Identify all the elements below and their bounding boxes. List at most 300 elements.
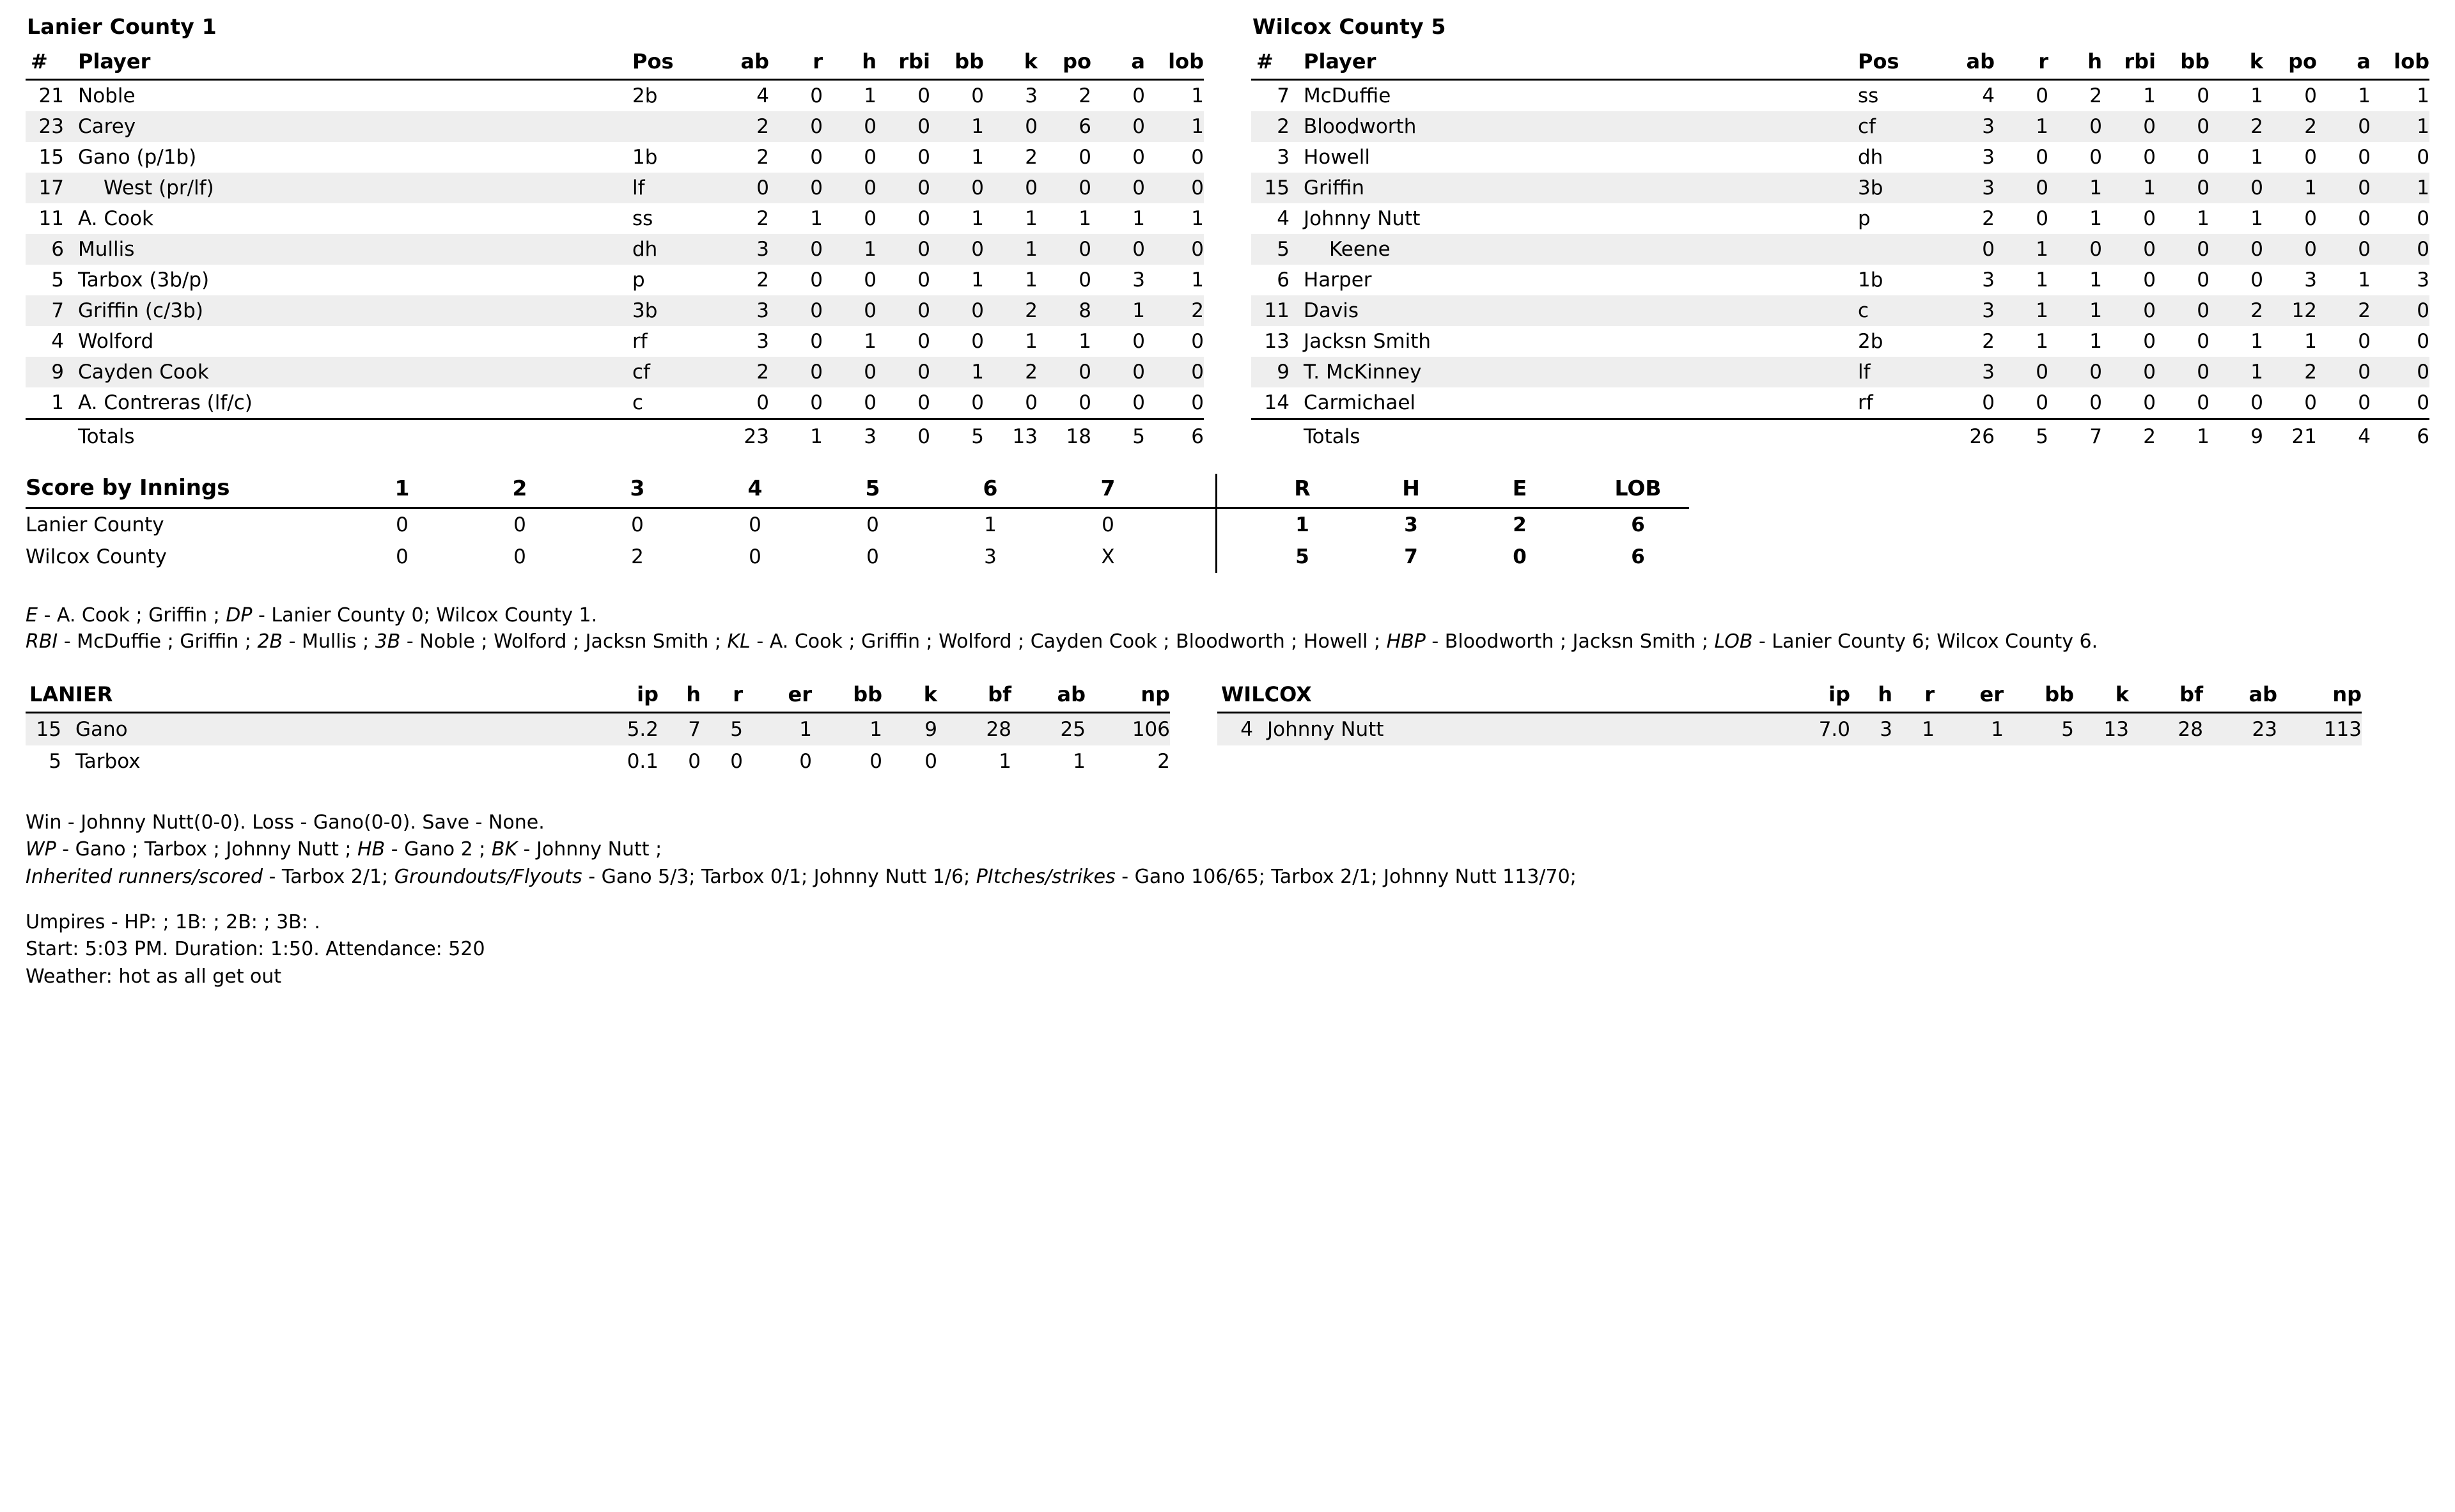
- table-row: [1251, 357, 2429, 387]
- linescore-row-away: [26, 508, 1689, 542]
- stat-po: 0: [1079, 269, 1091, 292]
- col-lob: lob: [2371, 48, 2429, 80]
- stat-po: 0: [2304, 207, 2317, 230]
- col-number: #: [26, 48, 66, 80]
- home-team-box: [1251, 14, 2429, 452]
- stat-ip: 0.1: [627, 749, 659, 773]
- stat-bb: 0: [971, 84, 984, 107]
- home-pitching-table: [1217, 681, 2362, 745]
- total-header-r: R: [1261, 474, 1344, 508]
- player-pos: [614, 111, 715, 142]
- stat-k: 3: [1025, 84, 1038, 107]
- col-np: np: [2277, 681, 2362, 713]
- table-row: [1251, 326, 2429, 357]
- stat-h: 0: [864, 207, 877, 230]
- table-row: [26, 295, 1204, 326]
- away-pitching-table: [26, 681, 1170, 777]
- total-r: 5: [1295, 545, 1309, 568]
- stat-ab: 2: [1982, 330, 1995, 353]
- pitcher-number: 15: [26, 712, 64, 745]
- stat-ab: 2: [715, 357, 769, 387]
- stat-bb: 0: [2156, 357, 2210, 387]
- stat-rbi: 0: [2143, 146, 2156, 169]
- notes-line-1: [26, 602, 2429, 628]
- col-po: po: [1038, 48, 1091, 80]
- player-name: Bloodworth: [1292, 111, 1840, 142]
- totals-label: Totals: [66, 419, 614, 453]
- stat-r: 1: [2036, 269, 2048, 292]
- stat-ab: 2: [1982, 207, 1995, 230]
- stat-lob: 0: [2417, 146, 2429, 169]
- stat-rbi: 0: [917, 146, 930, 169]
- note-abbr-kl: KL: [727, 630, 751, 653]
- stat-a: 0: [1091, 173, 1145, 203]
- inning-header-5: 5: [841, 474, 904, 508]
- player-number: 2: [1251, 111, 1292, 142]
- linescore-section: [26, 474, 2429, 573]
- stat-k: 1: [1025, 207, 1038, 230]
- total-lob: 6: [2371, 419, 2429, 453]
- player-name: West (pr/lf): [66, 173, 614, 203]
- stat-ab: 0: [1982, 391, 1995, 414]
- stat-rbi: 1: [2143, 84, 2156, 107]
- player-number: 23: [26, 111, 66, 142]
- player-pos: 1b: [632, 146, 658, 169]
- stat-ab: 0: [715, 173, 769, 203]
- stat-ab: 1: [1073, 749, 1086, 773]
- stat-a: 1: [1091, 295, 1145, 326]
- player-pos: c: [1840, 295, 1941, 326]
- stat-bb: 1: [930, 357, 984, 387]
- col-lob: lob: [1145, 48, 1204, 80]
- stat-po: 2: [2263, 357, 2317, 387]
- note-text: - Lanier County 0; Wilcox County 1.: [252, 604, 598, 627]
- stat-lob: 1: [1145, 111, 1204, 142]
- stat-a: 0: [1132, 84, 1145, 107]
- stat-rbi: 0: [877, 173, 930, 203]
- col-a: a: [2317, 48, 2371, 80]
- stat-r: 0: [769, 234, 823, 265]
- linescore-header-row: [26, 474, 1689, 508]
- stat-ip: 7.0: [1773, 712, 1850, 745]
- note-text: - Noble ; Wolford ; Jacksn Smith ;: [400, 630, 728, 653]
- start-line: Start: 5:03 PM. Duration: 1:50. Attendance: 520: [26, 938, 485, 961]
- col-bb: bb: [930, 48, 984, 80]
- player-name: Wolford: [78, 330, 154, 353]
- player-number: 7: [26, 295, 66, 326]
- stat-lob: 0: [1191, 146, 1204, 169]
- col-bf: bf: [2129, 681, 2203, 713]
- pitcher-number: 4: [1217, 712, 1256, 745]
- player-pos: rf: [1858, 391, 1873, 414]
- note-text: - Gano 5/3; Tarbox 0/1; Johnny Nutt 1/6;: [582, 865, 976, 888]
- col-bf: bf: [937, 681, 1011, 713]
- stat-ab: 4: [1982, 84, 1995, 107]
- stat-po: 1: [1079, 207, 1091, 230]
- footer-spacer: [26, 891, 2429, 909]
- away-pitching-team: LANIER: [26, 681, 582, 713]
- stat-k: 2: [1025, 146, 1038, 169]
- stat-r: 0: [2036, 391, 2048, 414]
- player-number: 9: [1251, 357, 1292, 387]
- player-name: A. Cook: [78, 207, 153, 230]
- stat-r: 1: [2036, 330, 2048, 353]
- stat-ab: 3: [715, 234, 769, 265]
- stat-h: 0: [823, 295, 877, 326]
- stat-a: 0: [1091, 111, 1145, 142]
- stat-a: 1: [2358, 269, 2371, 292]
- col-number: #: [1251, 48, 1292, 80]
- inning-header-3: 3: [606, 474, 669, 508]
- stat-h: 0: [2048, 234, 2102, 265]
- stat-er: 1: [743, 712, 812, 745]
- stat-ab: 2: [756, 207, 769, 230]
- stat-np: 113: [2277, 712, 2362, 745]
- footer-line-3: [26, 864, 2429, 891]
- player-name: Jacksn Smith: [1304, 330, 1431, 353]
- footer-line-2: [26, 836, 2429, 864]
- stat-rbi: 0: [2143, 330, 2156, 353]
- stat-lob: 3: [2417, 269, 2429, 292]
- player-number: 3: [1277, 146, 1290, 169]
- inning-1: 0: [396, 513, 409, 536]
- note-text: - Mullis ;: [283, 630, 375, 653]
- stat-k: 1: [1025, 269, 1038, 292]
- stat-k: 1: [2250, 330, 2263, 353]
- note-abbr-pitches: PItches/strikes: [976, 865, 1116, 888]
- home-batting-header-row: [1251, 48, 2429, 80]
- stat-bf: 28: [2129, 712, 2203, 745]
- total-ab: 23: [715, 419, 769, 453]
- player-number: 4: [1277, 207, 1290, 230]
- note-abbr-wp: WP: [26, 838, 56, 861]
- total-k: 13: [984, 419, 1038, 453]
- player-name: Tarbox (3b/p): [78, 269, 210, 292]
- stat-a: 2: [2317, 295, 2371, 326]
- total-rbi: 2: [2102, 419, 2156, 453]
- stat-r: 0: [769, 357, 823, 387]
- game-footer: [26, 809, 2429, 991]
- col-player: Player: [1292, 48, 1840, 80]
- player-pos: dh: [614, 234, 715, 265]
- stat-k: 0: [924, 749, 937, 773]
- player-pos: 3b: [614, 295, 715, 326]
- inning-7: 0: [1102, 513, 1114, 536]
- stat-bb: 5: [2004, 712, 2074, 745]
- away-pitching-box: [26, 681, 1170, 777]
- col-h: h: [823, 48, 877, 80]
- inning-5: 0: [866, 513, 879, 536]
- stat-bb: 0: [2197, 391, 2210, 414]
- stat-bb: 1: [971, 146, 984, 169]
- stat-k: 0: [2250, 269, 2263, 292]
- total-bb: 1: [2156, 419, 2210, 453]
- pitcher-name: Johnny Nutt: [1256, 712, 1773, 745]
- player-pos: ss: [1858, 84, 1879, 107]
- inning-header-7: 7: [1077, 474, 1139, 508]
- total-header-lob: LOB: [1587, 474, 1689, 508]
- stat-r: 1: [810, 207, 823, 230]
- stat-rbi: 0: [917, 330, 930, 353]
- stat-k: 0: [2250, 391, 2263, 414]
- stat-h: 3: [1850, 712, 1892, 745]
- stat-h: 0: [823, 111, 877, 142]
- stat-a: 0: [2317, 111, 2371, 142]
- col-h: h: [1850, 681, 1892, 713]
- stat-rbi: 0: [2102, 295, 2156, 326]
- stat-h: 1: [864, 330, 877, 353]
- stat-h: 7: [659, 712, 701, 745]
- stat-np: 106: [1086, 712, 1170, 745]
- note-abbr-2b: 2B: [257, 630, 283, 653]
- stat-po: 6: [1038, 111, 1091, 142]
- inning-3: 0: [631, 513, 644, 536]
- col-bb: bb: [2156, 48, 2210, 80]
- stat-lob: 0: [1191, 391, 1204, 414]
- pitching-section: [26, 681, 2429, 777]
- note-abbr-bk: BK: [491, 838, 518, 861]
- total-lob: 6: [1145, 419, 1204, 453]
- stat-bf: 28: [937, 712, 1011, 745]
- player-name: McDuffie: [1304, 84, 1391, 107]
- stat-lob: 2: [1145, 295, 1204, 326]
- stat-a: 3: [1132, 269, 1145, 292]
- player-pos: ss: [632, 207, 653, 230]
- col-player: Player: [66, 48, 614, 80]
- stat-bb: 0: [2156, 234, 2210, 265]
- stat-po: 12: [2263, 295, 2317, 326]
- player-number: 11: [38, 207, 64, 230]
- stat-er: 0: [799, 749, 812, 773]
- stat-h: 1: [2089, 330, 2102, 353]
- table-row: [26, 80, 1204, 112]
- stat-rbi: 0: [2102, 234, 2156, 265]
- inning-5: 0: [866, 545, 879, 568]
- stat-r: 0: [810, 84, 823, 107]
- stat-np: 2: [1157, 749, 1170, 773]
- stat-lob: 1: [1191, 269, 1204, 292]
- stat-a: 0: [1132, 330, 1145, 353]
- stat-ip: 5.2: [582, 712, 659, 745]
- stat-lob: 1: [2371, 173, 2429, 203]
- inning-header-4: 4: [724, 474, 786, 508]
- stat-rbi: 0: [2102, 357, 2156, 387]
- stat-ab: 3: [1941, 173, 1995, 203]
- note-abbr-groundouts: Groundouts/Flyouts: [394, 865, 582, 888]
- stat-h: 1: [2089, 269, 2102, 292]
- table-row: [26, 142, 1204, 173]
- stat-lob: 0: [2371, 234, 2429, 265]
- linescore-table: [26, 474, 1689, 573]
- total-rbi: 0: [877, 419, 930, 453]
- inning-3: 2: [631, 545, 644, 568]
- note-text: - Bloodworth ; Jacksn Smith ;: [1425, 630, 1715, 653]
- col-r: r: [1995, 48, 2048, 80]
- stat-a: 0: [2317, 173, 2371, 203]
- stat-po: 0: [1079, 391, 1091, 414]
- stat-bb: 1: [930, 111, 984, 142]
- total-po: 21: [2263, 419, 2317, 453]
- player-pos: 3b: [1840, 173, 1941, 203]
- home-pitching-box: [1217, 681, 2362, 745]
- col-ab: ab: [715, 48, 769, 80]
- table-row: [1251, 203, 2429, 234]
- stat-rbi: 0: [917, 391, 930, 414]
- col-ab: ab: [2203, 681, 2277, 713]
- table-row: [1217, 712, 2362, 745]
- total-a: 5: [1091, 419, 1145, 453]
- stat-rbi: 0: [917, 269, 930, 292]
- stat-k: 2: [984, 295, 1038, 326]
- stat-k: 1: [984, 234, 1038, 265]
- linescore-separator: [1216, 508, 1261, 542]
- player-pos: 2b: [1858, 330, 1883, 353]
- stat-bb: 0: [930, 295, 984, 326]
- table-row: [26, 234, 1204, 265]
- table-row: [1251, 387, 2429, 419]
- note-abbr-dp: DP: [226, 604, 253, 627]
- stat-bb: 0: [2197, 330, 2210, 353]
- stat-po: 2: [2263, 111, 2317, 142]
- col-k: k: [2210, 48, 2263, 80]
- stat-lob: 0: [2417, 330, 2429, 353]
- stat-lob: 0: [2371, 357, 2429, 387]
- home-pitching-team: WILCOX: [1217, 681, 1773, 713]
- away-team-title: Lanier County 1: [27, 14, 217, 39]
- stat-k: 13: [2074, 712, 2129, 745]
- player-pos: lf: [614, 173, 715, 203]
- inning-7: X: [1101, 545, 1115, 568]
- stat-ab: 2: [756, 146, 769, 169]
- linescore-team-name: Wilcox County: [26, 545, 167, 568]
- stat-ab: 23: [2203, 712, 2277, 745]
- stat-a: 0: [1091, 234, 1145, 265]
- table-row: [1251, 173, 2429, 203]
- stat-k: 2: [984, 357, 1038, 387]
- col-k: k: [2074, 681, 2129, 713]
- stat-ab: 0: [1941, 234, 1995, 265]
- stat-ab: 3: [756, 330, 769, 353]
- total-r: 5: [1995, 419, 2048, 453]
- stat-lob: 0: [2417, 207, 2429, 230]
- stat-lob: 0: [1145, 173, 1204, 203]
- player-name: Howell: [1304, 146, 1370, 169]
- away-team-box: [26, 14, 1204, 452]
- player-number: 1: [51, 391, 64, 414]
- stat-ab: 2: [756, 269, 769, 292]
- stat-po: 0: [1038, 173, 1091, 203]
- stat-po: 2: [1079, 84, 1091, 107]
- pitcher-name: Gano: [64, 712, 582, 745]
- col-np: np: [1086, 681, 1170, 713]
- stat-ab: 2: [715, 111, 769, 142]
- note-abbr-e: E: [26, 604, 38, 627]
- stat-rbi: 0: [917, 84, 930, 107]
- linescore-row-home: [26, 541, 1689, 573]
- stat-r: 0: [1995, 173, 2048, 203]
- total-header-h: H: [1369, 474, 1453, 508]
- table-row: [1251, 265, 2429, 295]
- col-pos: Pos: [614, 48, 715, 80]
- stat-k: 1: [2250, 207, 2263, 230]
- total-po: 18: [1038, 419, 1091, 453]
- stat-po: 0: [2263, 234, 2317, 265]
- stat-k: 0: [2210, 173, 2263, 203]
- player-pos: 1b: [1858, 269, 1883, 292]
- stat-ab: 0: [756, 391, 769, 414]
- table-row: [1251, 142, 2429, 173]
- col-ip: ip: [582, 681, 659, 713]
- stat-r: 0: [810, 146, 823, 169]
- inning-4: 0: [749, 513, 761, 536]
- stat-po: 1: [2263, 173, 2317, 203]
- stat-r: 1: [1892, 712, 1935, 745]
- stat-h: 0: [688, 749, 701, 773]
- home-totals-row: [1251, 419, 2429, 453]
- stat-r: 0: [810, 330, 823, 353]
- stat-rbi: 0: [917, 207, 930, 230]
- stat-h: 0: [823, 357, 877, 387]
- stat-bb: 0: [2156, 173, 2210, 203]
- stat-h: 0: [2048, 357, 2102, 387]
- inning-header-6: 6: [959, 474, 1022, 508]
- stat-r: 0: [810, 269, 823, 292]
- stat-bb: 1: [2197, 207, 2210, 230]
- total-h: 3: [823, 419, 877, 453]
- total-r: 1: [769, 419, 823, 453]
- stat-po: 0: [2304, 391, 2317, 414]
- stat-lob: 1: [1191, 207, 1204, 230]
- col-h: h: [659, 681, 701, 713]
- stat-h: 1: [823, 234, 877, 265]
- stat-bb: 1: [971, 269, 984, 292]
- inning-1: 0: [396, 545, 409, 568]
- stat-r: 0: [769, 173, 823, 203]
- stat-rbi: 0: [2143, 269, 2156, 292]
- player-pos: dh: [1858, 146, 1883, 169]
- stat-po: 0: [2304, 84, 2317, 107]
- table-row: [26, 173, 1204, 203]
- stat-a: 0: [1132, 146, 1145, 169]
- weather-line: Weather: hot as all get out: [26, 965, 282, 988]
- col-rbi: rbi: [2102, 48, 2156, 80]
- stat-r: 1: [1995, 234, 2048, 265]
- home-team-title: Wilcox County 5: [1252, 14, 1446, 39]
- note-abbr-hbp: HBP: [1386, 630, 1426, 653]
- stat-k: 2: [2210, 111, 2263, 142]
- note-text: - McDuffie ; Griffin ;: [58, 630, 258, 653]
- stat-k: 9: [882, 712, 937, 745]
- player-pos: rf: [632, 330, 648, 353]
- stat-rbi: 0: [877, 111, 930, 142]
- stat-h: 1: [2048, 295, 2102, 326]
- player-number: 6: [1277, 269, 1290, 292]
- stat-lob: 0: [2417, 391, 2429, 414]
- note-text: - Gano 106/65; Tarbox 2/1; Johnny Nutt 113/70;: [1115, 865, 1577, 888]
- stat-rbi: 1: [2102, 173, 2156, 203]
- notes-line-2: [26, 628, 2429, 655]
- stat-bb: 0: [2156, 111, 2210, 142]
- linescore-title: Score by Innings: [26, 474, 371, 508]
- inning-6: 1: [984, 513, 997, 536]
- col-er: er: [1935, 681, 2004, 713]
- player-pos: [1840, 234, 1941, 265]
- stat-a: 0: [1091, 357, 1145, 387]
- stat-h: 0: [864, 146, 877, 169]
- col-ab: ab: [1941, 48, 1995, 80]
- table-row: [26, 357, 1204, 387]
- total-e: 2: [1513, 513, 1527, 536]
